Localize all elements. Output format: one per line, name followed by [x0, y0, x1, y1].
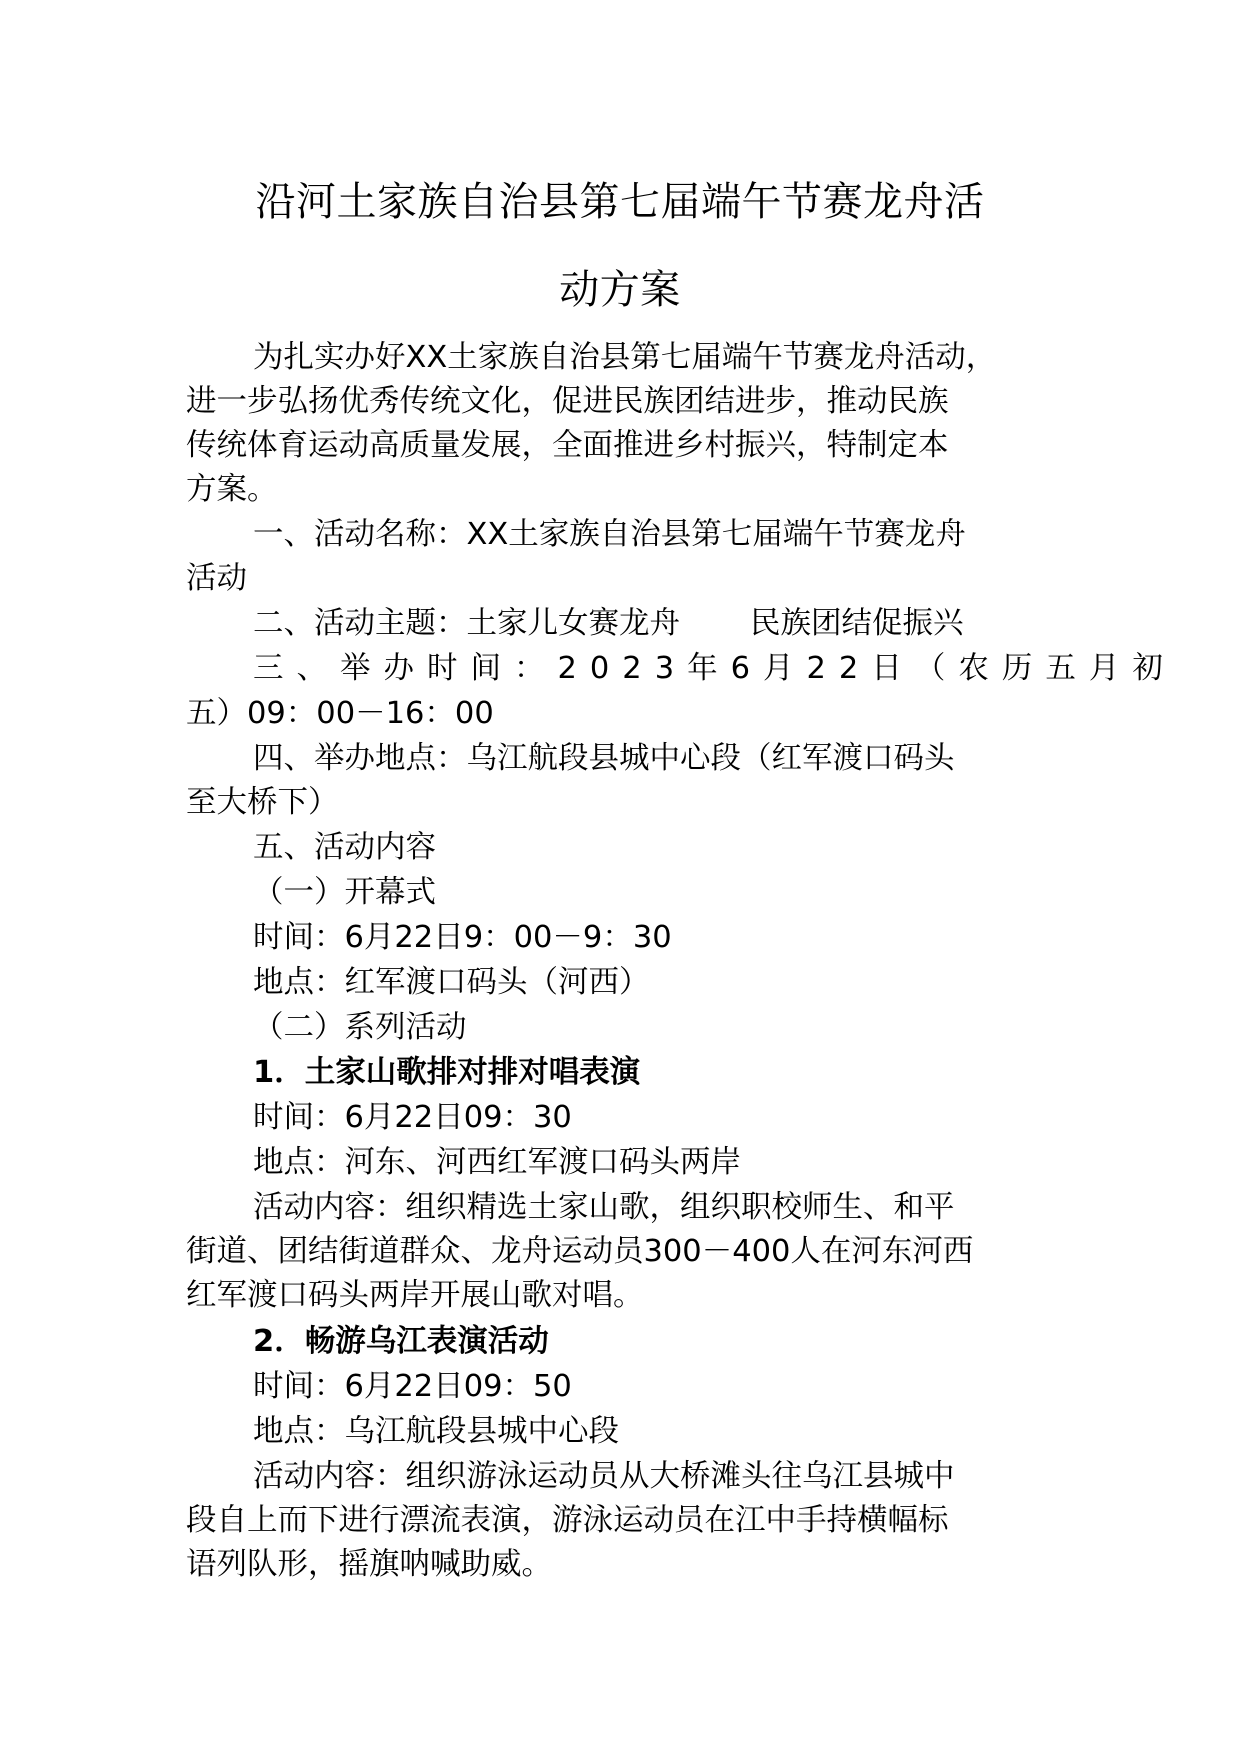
- activity-1-place: 地点：河东、河西红军渡口码头两岸: [253, 1145, 741, 1180]
- intro-line-1: 为扎实办好XX土家族自治县第七届端午节赛龙舟活动，: [253, 340, 997, 375]
- activity-1-content-line-1: 活动内容：组织精选土家山歌，组织职校师生、和平: [253, 1190, 955, 1225]
- document-title-line-1: 沿河土家族自治县第七届端午节赛龙舟活: [255, 179, 985, 225]
- activity-2-heading: 2．畅游乌江表演活动: [253, 1324, 549, 1359]
- intro-line-3: 传统体育运动高质量发展，全面推进乡村振兴，特制定本: [186, 428, 949, 463]
- section-3-line-1: 三、举办时间：2023年6月22日（农历五月初: [253, 651, 1176, 686]
- section-4-line-2: 至大桥下）: [186, 785, 339, 820]
- opening-heading: （一）开幕式: [253, 875, 436, 910]
- activity-2-time: 时间：6月22日09：50: [253, 1369, 572, 1404]
- section-2-theme: [253, 602, 964, 646]
- intro-line-4: 方案。: [186, 472, 278, 507]
- section-1-line-2: 活动: [186, 561, 247, 596]
- section-1-line-1: 一、活动名称：XX土家族自治县第七届端午节赛龙舟: [253, 517, 966, 552]
- activity-2-content-line-2: 段自上而下进行漂流表演，游泳运动员在江中手持横幅标: [186, 1503, 949, 1538]
- opening-place: 地点：红军渡口码头（河西）: [253, 965, 650, 1000]
- intro-line-2: 进一步弘扬优秀传统文化，促进民族团结进步，推动民族: [186, 384, 949, 419]
- section-3-line-2: 五）09：00－16：00: [186, 696, 494, 731]
- document-title-line-2: 动方案: [559, 267, 681, 313]
- activity-1-heading: 1．土家山歌排对排对唱表演: [253, 1055, 641, 1090]
- activity-1-time: 时间：6月22日09：30: [253, 1100, 572, 1135]
- activity-2-content-line-3: 语列队形，摇旗呐喊助威。: [186, 1547, 552, 1582]
- section-2-slogan: 民族团结促振兴: [750, 606, 964, 641]
- activity-2-content-line-1: 活动内容：组织游泳运动员从大桥滩头往乌江县城中: [253, 1459, 955, 1494]
- section-4-line-1: 四、举办地点：乌江航段县城中心段（红军渡口码头: [253, 741, 955, 776]
- series-heading: （二）系列活动: [253, 1010, 467, 1045]
- opening-time: 时间：6月22日9：00－9：30: [253, 920, 672, 955]
- section-5-heading: 五、活动内容: [253, 830, 436, 865]
- activity-1-content-line-3: 红军渡口码头两岸开展山歌对唱。: [186, 1278, 644, 1313]
- section-2-label: 二、活动主题：土家儿女赛龙舟: [253, 606, 680, 641]
- activity-2-place: 地点：乌江航段县城中心段: [253, 1414, 619, 1449]
- activity-1-content-line-2: 街道、团结街道群众、龙舟运动员300－400人在河东河西: [186, 1234, 974, 1269]
